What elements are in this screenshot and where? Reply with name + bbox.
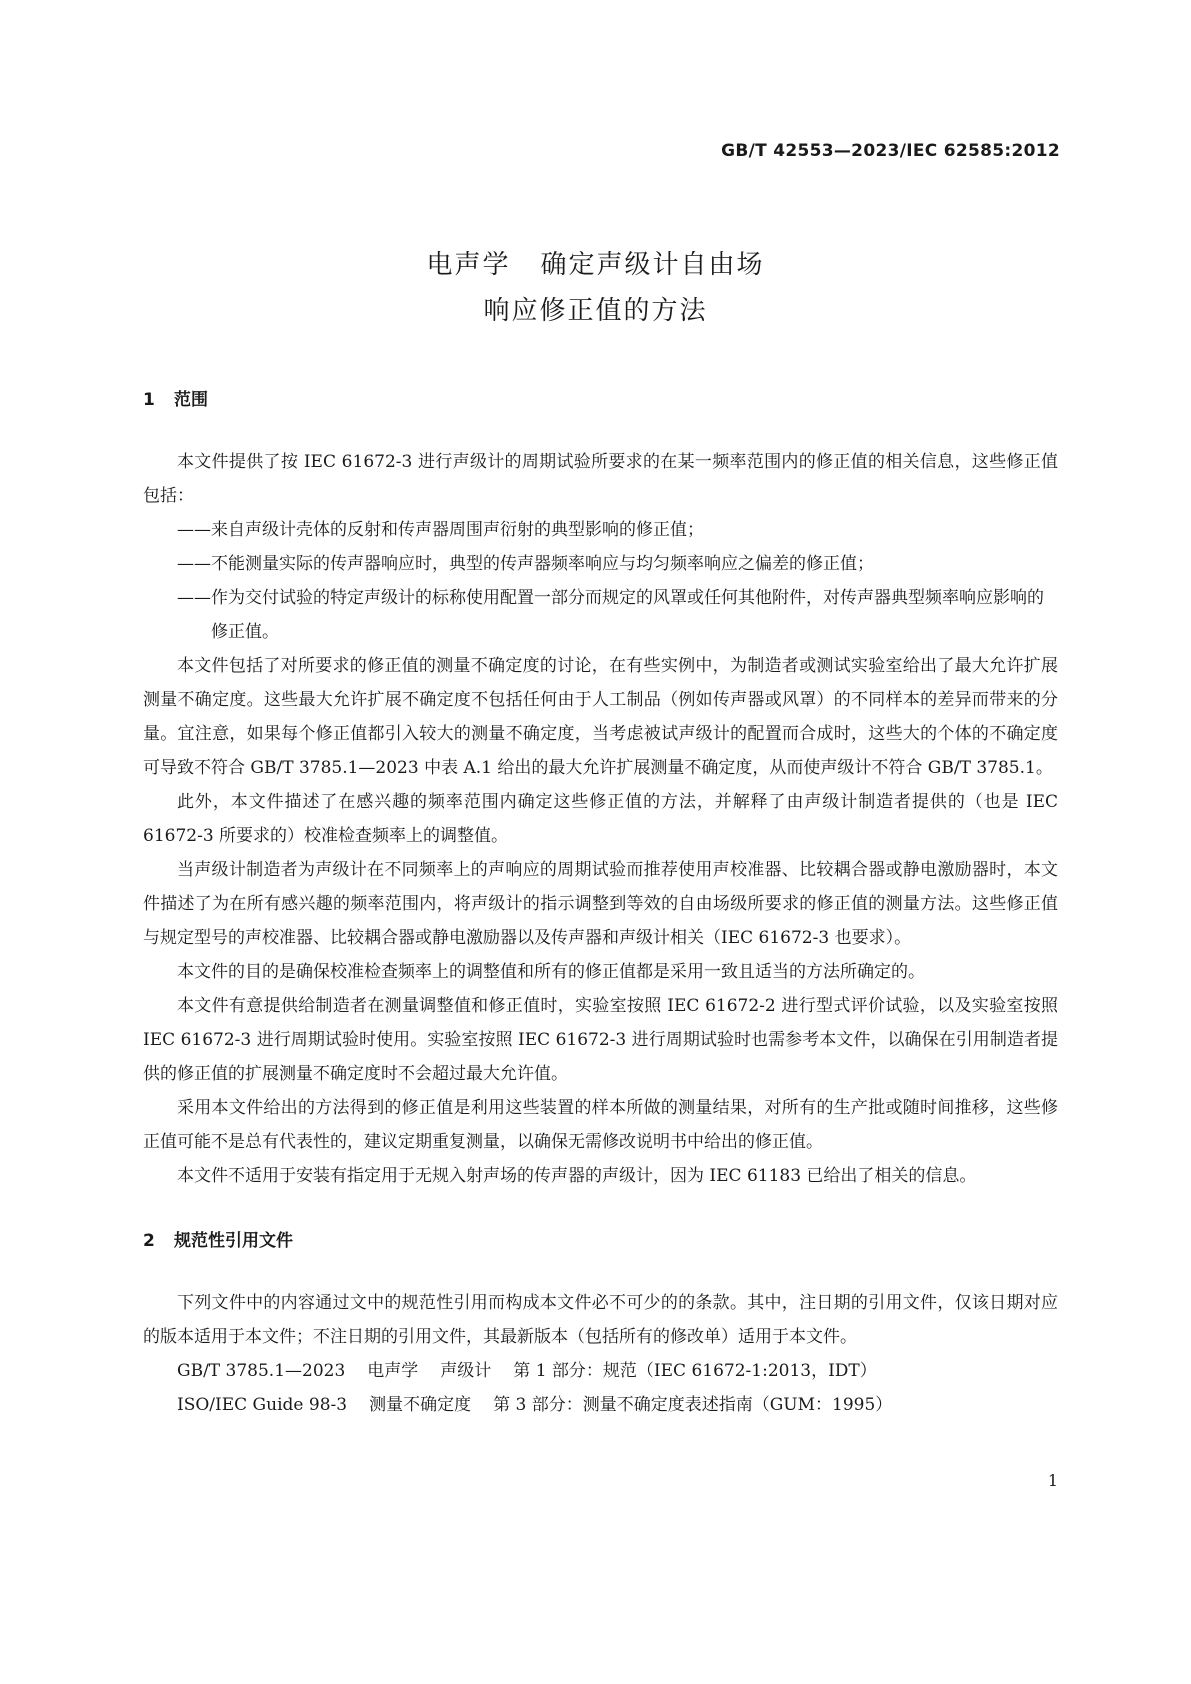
main-content — [143, 383, 1058, 1422]
paragraph: 当声级计制造者为声级计在不同频率上的声响应的周期试验而推荐使用声校准器、比较耦合器或静电激励器时，本文件描述了为在所有感兴趣的频率范围内，将声级计的指示调整到等效的自由场级所要求的修正值的测量方法。这些修正值与规定型号的声校准器、比较耦合器或静电激励器以及传声器和声级计相关（IEC 61672-3 也要求）。 — [143, 860, 1058, 948]
dash-mark: —— — [177, 520, 211, 540]
page-number: 1 — [1047, 1471, 1058, 1490]
section-2-intro: 下列文件中的内容通过文中的规范性引用而构成本文件必不可少的的条款。其中，注日期的引用文件，仅该日期对应的版本适用于本文件；不注日期的引用文件，其最新版本（包括所有的修改单）适用于本文件。 — [143, 1293, 1058, 1347]
section-1-intro: 本文件提供了按 IEC 61672-3 进行声级计的周期试验所要求的在某一频率范围内的修正值的相关信息，这些修正值包括： — [143, 452, 1058, 506]
reference-part: 第 1 部分：规范（IEC 61672-1:2013，IDT） — [513, 1361, 877, 1381]
title-line-1 — [0, 242, 1191, 288]
title-line-1-part-2: 确定声级计自由场 — [540, 250, 765, 280]
title-line-1-part-1: 电声学 — [426, 250, 511, 280]
list-item-text: 来自声级计壳体的反射和传声器周围声衍射的典型影响的修正值； — [211, 520, 704, 540]
reference-code: ISO/IEC Guide 98-3 — [177, 1395, 348, 1415]
reference-item — [143, 1354, 1058, 1388]
section-2-number: 2 — [143, 1231, 155, 1251]
standard-number: GB/T 42553—2023/IEC 62585:2012 — [721, 141, 1060, 161]
section-2-heading — [143, 1224, 1058, 1258]
reference-subject: 电声学 — [367, 1361, 419, 1381]
paragraph: 本文件包括了对所要求的修正值的测量不确定度的讨论，在有些实例中，为制造者或测试实验室给出了最大允许扩展测量不确定度。这些最大允许扩展不确定度不包括任何由于人工制品（例如传声器或风罩）的不同样本的差异而带来的分量。宜注意，如果每个修正值都引入较大的测量不确定度，当考虑被试声级计的配置而合成时，这些大的个体的不确定度可导致不符合 GB/T 3785.1—2023 中表 A.1 给出的最大允许扩展测量不确定度，从而使声级计不符合 GB/T 3785.1。 — [143, 656, 1058, 778]
reference-code: GB/T 3785.1—2023 — [177, 1361, 346, 1381]
reference-subject: 测量不确定度 — [369, 1395, 472, 1415]
paragraph: 本文件不适用于安装有指定用于无规入射声场的传声器的声级计，因为 IEC 61183 已给出了相关的信息。 — [177, 1166, 977, 1186]
paragraph: 采用本文件给出的方法得到的修正值是利用这些装置的样本所做的测量结果，对所有的生产批或随时间推移，这些修正值可能不是总有代表性的，建议定期重复测量，以确保无需修改说明书中给出的修正值。 — [143, 1098, 1058, 1152]
reference-item — [143, 1388, 1058, 1422]
reference-series: 声级计 — [440, 1361, 492, 1381]
list-item — [143, 547, 1058, 581]
list-item-text: 作为交付试验的特定声级计的标称使用配置一部分而规定的风罩或任何其他附件，对传声器典型频率响应影响的修正值。 — [211, 588, 1044, 642]
title-line-2: 响应修正值的方法 — [483, 296, 708, 326]
list-item — [143, 581, 1058, 649]
paragraph: 本文件的目的是确保校准检查频率上的调整值和所有的修正值都是采用一致且适当的方法所确定的。 — [177, 962, 925, 982]
section-2-title: 规范性引用文件 — [174, 1231, 293, 1251]
list-item-text: 不能测量实际的传声器响应时，典型的传声器频率响应与均匀频率响应之偏差的修正值； — [211, 554, 874, 574]
paragraph: 本文件有意提供给制造者在测量调整值和修正值时，实验室按照 IEC 61672-2 进行型式评价试验，以及实验室按照 IEC 61672-3 进行周期试验时使用。实验室按照 IEC 61672-3 进行周期试验时也需参考本文件，以确保在引用制造者提供的修正值的扩展测量不确定度时不会超过最大允许值。 — [143, 996, 1058, 1084]
reference-part: 第 3 部分：测量不确定度表述指南（GUM：1995） — [493, 1395, 893, 1415]
dash-mark: —— — [177, 588, 211, 608]
section-1-heading — [143, 383, 1058, 417]
section-1-number: 1 — [143, 390, 155, 410]
section-1-title: 范围 — [174, 390, 208, 410]
document-title — [0, 242, 1191, 334]
dash-mark: —— — [177, 554, 211, 574]
list-item — [143, 513, 1058, 547]
paragraph: 此外，本文件描述了在感兴趣的频率范围内确定这些修正值的方法，并解释了由声级计制造者提供的（也是 IEC 61672-3 所要求的）校准检查频率上的调整值。 — [143, 792, 1058, 846]
